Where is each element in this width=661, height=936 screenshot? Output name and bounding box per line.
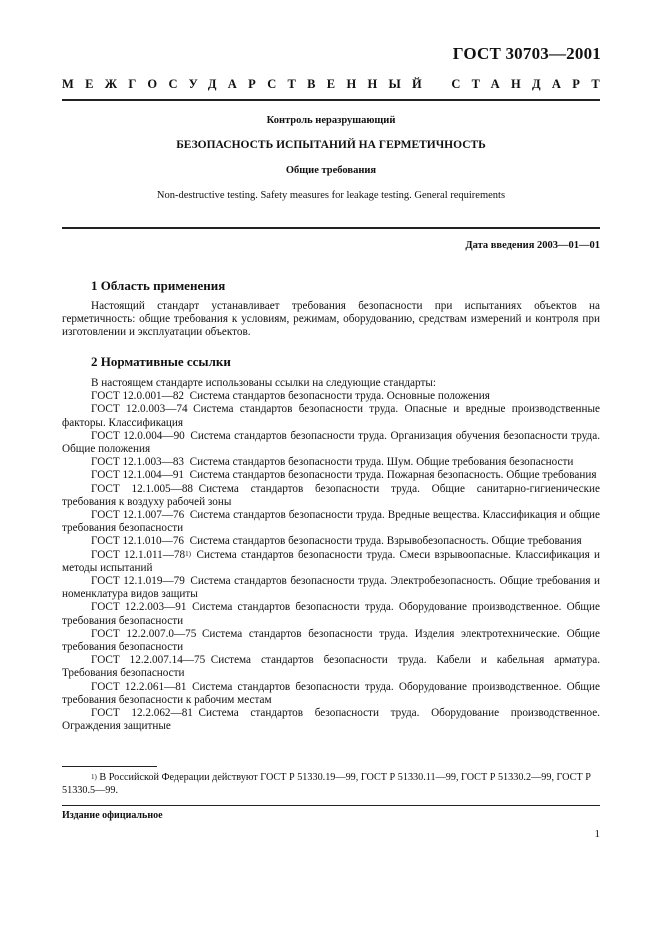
footnote-rule	[62, 766, 157, 767]
reference-item	[62, 601, 600, 627]
interstate-word: МЕЖГОСУДАРСТВЕННЫЙ	[62, 77, 434, 91]
reference-title: Система стандартов безопасности труда. Оборудование производственное. Общие требования безопасности к рабочим местам	[62, 680, 600, 706]
reference-item	[62, 430, 600, 456]
title-rule	[62, 227, 600, 229]
subtitle: Общие требования	[285, 165, 377, 176]
reference-code: ГОСТ 12.1.007—76	[91, 509, 185, 522]
reference-code: ГОСТ 12.2.007.0—75	[91, 627, 197, 640]
reference-title: Система стандартов безопасности труда. Смеси взрывоопасные. Классификация и методы испытаний	[62, 548, 600, 574]
reference-title: Система стандартов безопасности труда. Оборудование производственное. Общие требования безопасности	[62, 601, 600, 627]
reference-title: Система стандартов безопасности труда. Организация обучения безопасности труда. Общие положения	[62, 429, 600, 456]
interstate-standard-banner	[62, 77, 611, 92]
reference-code: ГОСТ 12.1.011—78	[91, 548, 186, 561]
reference-code: ГОСТ 12.2.061—81	[91, 680, 187, 693]
reference-item	[62, 575, 600, 601]
english-title: Non-destructive testing. Safety measures for leakage testing. General requirements	[156, 190, 506, 201]
references-items	[62, 390, 600, 733]
section-2-heading: 2 Нормативные ссылки	[91, 354, 231, 369]
reference-code: ГОСТ 12.0.001—82	[91, 390, 185, 403]
reference-title: Система стандартов безопасности труда. Электробезопасность. Общие требования и номенклатура видов защиты	[62, 575, 601, 601]
reference-code: ГОСТ 12.1.004—91	[91, 469, 185, 482]
reference-item	[62, 654, 600, 680]
footnote-text: В Российской Федерации действуют ГОСТ Р 51330.19—99, ГОСТ Р 51330.11—99, ГОСТ Р 51330.2—99, ГОСТ Р 51330.5—99.	[62, 772, 591, 796]
reference-code: ГОСТ 12.1.019—79	[91, 575, 185, 588]
reference-title: Система стандартов безопасности труда. Изделия электротехнические. Общие требования безопасности	[62, 627, 600, 654]
reference-code: ГОСТ 12.2.062—81	[91, 707, 193, 720]
category-title: Контроль неразрушающий	[266, 115, 396, 126]
reference-item	[62, 628, 600, 654]
reference-title: Система стандартов безопасности труда. Основные положения	[189, 390, 490, 403]
reference-title: Система стандартов безопасности труда. Оборудование производственное. Ограждения защитные	[62, 707, 601, 733]
standard-word: СТАНДАРТ	[451, 77, 611, 91]
standard-code: ГОСТ 30703—2001	[452, 44, 601, 63]
reference-code: ГОСТ 12.0.004—90	[91, 429, 185, 442]
footnote-marker: 1)	[91, 773, 97, 781]
footer-rule	[62, 805, 600, 806]
reference-code: ГОСТ 12.1.010—76	[91, 535, 185, 548]
reference-code: ГОСТ 12.0.003—74	[91, 403, 188, 416]
reference-title: Система стандартов безопасности труда. Общие санитарно-гигиенические требования к воздуху рабочей зоны	[62, 482, 600, 508]
reference-title: Система стандартов безопасности труда. Кабели и кабельная арматура. Требования безопасности	[62, 654, 600, 680]
reference-item	[62, 707, 600, 733]
reference-code: ГОСТ 12.1.003—83	[91, 456, 185, 469]
section-1-heading: 1 Область применения	[91, 278, 226, 293]
reference-title: Система стандартов безопасности труда. Взрывобезопасность. Общие требования	[189, 535, 582, 548]
footnote	[62, 772, 600, 797]
edition-label: Издание официальное	[62, 810, 163, 821]
footnote-ref-marker: 1)	[185, 549, 191, 558]
references-intro: В настоящем стандарте использованы ссылки на следующие стандарты:	[91, 377, 436, 389]
reference-title: Система стандартов безопасности труда. Пожарная безопасность. Общие требования	[189, 469, 597, 482]
reference-item	[62, 403, 600, 429]
reference-title: Система стандартов безопасности труда. Опасные и вредные производственные факторы. Классификация	[62, 403, 601, 429]
reference-item	[62, 456, 600, 469]
reference-title: Система стандартов безопасности труда. Шум. Общие требования безопасности	[189, 456, 574, 469]
header-rule	[62, 99, 600, 101]
introduction-date: Дата введения 2003—01—01	[465, 240, 600, 251]
reference-title: Система стандартов безопасности труда. Вредные вещества. Классификация и общие требования безопасности	[62, 509, 601, 535]
reference-item	[62, 535, 600, 548]
page-number: 1	[594, 828, 600, 840]
section-1-body: Настоящий стандарт устанавливает требования безопасности при испытаниях объектов на герметичность: общие требования к условиям, режимам, оборудованию, средствам измерений и контроля при изготовлении и эксплуатации объектов.	[62, 300, 600, 339]
reference-item	[62, 509, 600, 535]
reference-code: ГОСТ 12.2.007.14—75	[91, 654, 206, 667]
reference-item	[62, 549, 600, 575]
reference-code: ГОСТ 12.1.005—88	[91, 482, 194, 495]
reference-item	[62, 483, 600, 509]
reference-item	[62, 681, 600, 707]
reference-item	[62, 469, 600, 482]
references-list	[62, 377, 600, 733]
reference-code: ГОСТ 12.2.003—91	[91, 601, 187, 614]
reference-item	[62, 390, 600, 403]
main-title: БЕЗОПАСНОСТЬ ИСПЫТАНИЙ НА ГЕРМЕТИЧНОСТЬ	[176, 139, 486, 151]
